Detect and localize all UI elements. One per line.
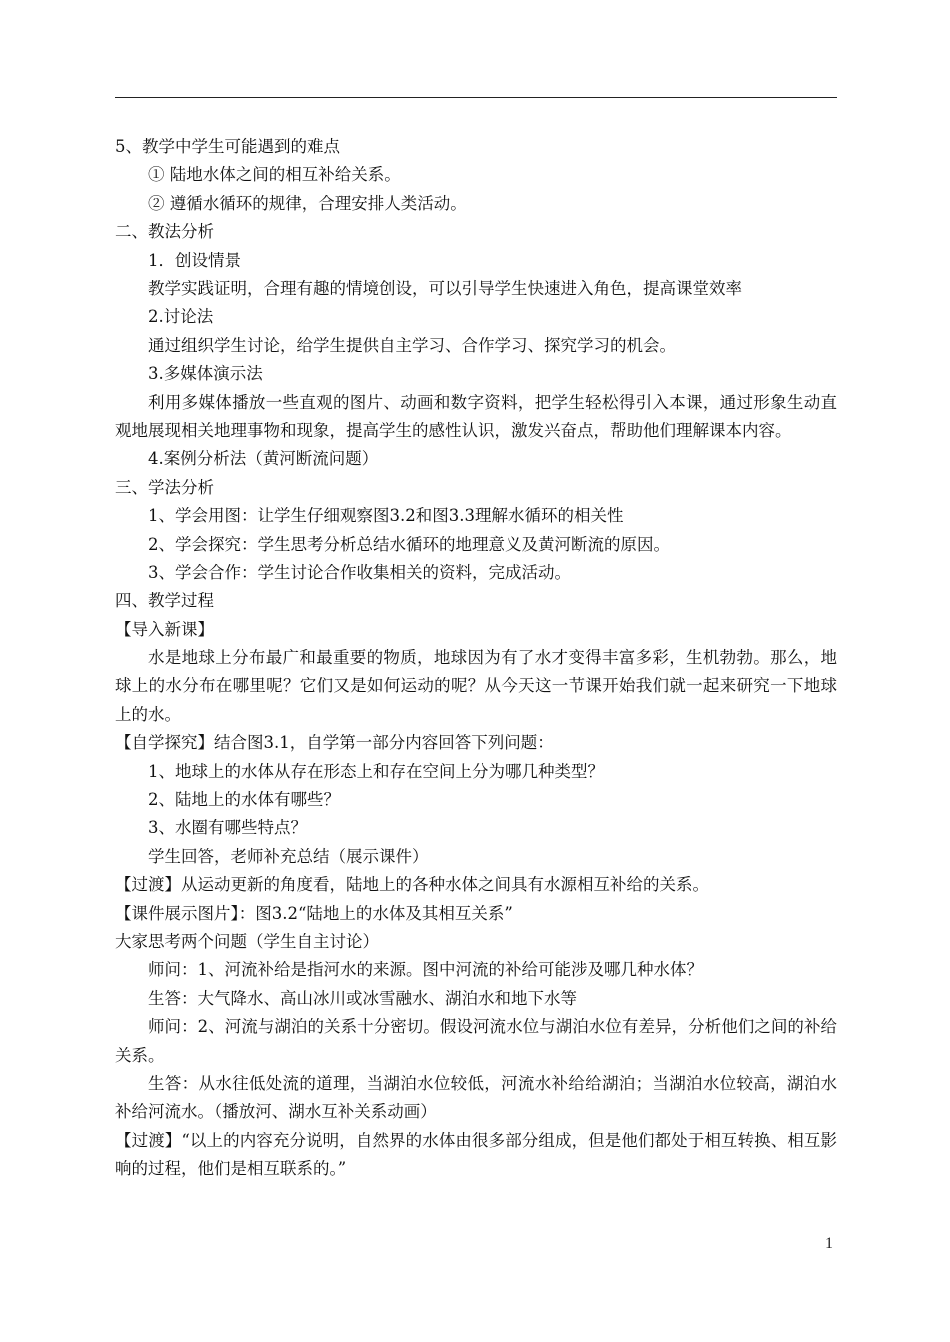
line-intro-heading: 【导入新课】: [115, 619, 214, 639]
page-number: 1: [825, 1235, 833, 1252]
document-body: [115, 133, 837, 1184]
line-discussion: 大家思考两个问题（学生自主讨论）: [115, 932, 379, 952]
line-difficulties-heading: 5、教学中学生可能遇到的难点: [115, 137, 340, 156]
paragraph-intro-body: 水是地球上分布最广和最重要的物质，地球因为有了水才变得丰富多彩，生机勃勃。那么，地球上的水分布在哪里呢？它们又是如何运动的呢？从今天这一节课开始我们就一起来研究一下地球上的水。: [115, 648, 837, 724]
line-learning-2: 2、学会探究：学生思考分析总结水循环的地理意义及黄河断流的原因。: [148, 534, 670, 554]
line-student-answer: 学生回答，老师补充总结（展示课件）: [148, 846, 429, 866]
line-self-study: 【自学探究】结合图3.1，自学第一部分内容回答下列问题：: [115, 733, 554, 753]
line-method-2-body: 通过组织学生讨论，给学生提供自主学习、合作学习、探究学习的机会。: [148, 335, 676, 355]
line-question-3: 3、水圈有哪些特点？: [148, 818, 307, 838]
line-learning-1: 1、学会用图：让学生仔细观察图3.2和图3.3理解水循环的相关性: [148, 506, 624, 526]
line-section-4-heading: 四、教学过程: [115, 591, 214, 611]
line-section-2-heading: 二、教法分析: [115, 222, 214, 242]
line-question-2: 2、陆地上的水体有哪些？: [148, 790, 340, 810]
paragraph-student-a2: 生答：从水往低处流的道理，当湖泊水位较低，河流水补给给湖泊；当湖泊水位较高，湖泊水补给河流水。（播放河、湖水互补关系动画）: [115, 1074, 837, 1122]
line-method-2-title: 2.讨论法: [148, 307, 214, 327]
line-courseware: 【课件展示图片】：图3.2“陆地上的水体及其相互关系”: [115, 903, 513, 923]
line-transition-1: 【过渡】从运动更新的角度看，陆地上的各种水体之间具有水源相互补给的关系。: [115, 875, 709, 895]
line-question-1: 1、地球上的水体从存在形态上和存在空间上分为哪几种类型？: [148, 761, 604, 781]
header-rule: [115, 97, 837, 98]
line-teacher-q1: 师问：1、河流补给是指河水的来源。图中河流的补给可能涉及哪几种水体？: [148, 960, 703, 980]
line-difficulty-1: ① 陆地水体之间的相互补给关系。: [148, 165, 401, 185]
line-student-a1: 生答：大气降水、高山冰川或冰雪融水、湖泊水和地下水等: [148, 988, 577, 1008]
line-learning-3: 3、学会合作：学生讨论合作收集相关的资料，完成活动。: [148, 562, 571, 582]
line-method-1-title: 1．创设情景: [148, 250, 241, 270]
line-difficulty-2: ② 遵循水循环的规律，合理安排人类活动。: [148, 193, 467, 213]
paragraph-method-3-body: 利用多媒体播放一些直观的图片、动画和数字资料，把学生轻松得引入本课，通过形象生动直观地展现相关地理事物和现象，提高学生的感性认识，激发兴奋点，帮助他们理解课本内容。: [115, 392, 837, 440]
line-method-4-title: 4.案例分析法（黄河断流问题）: [148, 449, 379, 469]
line-method-1-body: 教学实践证明，合理有趣的情境创设，可以引导学生快速进入角色，提高课堂效率: [148, 278, 742, 298]
line-method-3-title: 3.多媒体演示法: [148, 364, 263, 384]
paragraph-teacher-q2: 师问：2、河流与湖泊的关系十分密切。假设河流水位与湖泊水位有差异，分析他们之间的补给关系。: [115, 1017, 837, 1065]
paragraph-transition-2: 【过渡】“以上的内容充分说明，自然界的水体由很多部分组成，但是他们都处于相互转换、相互影响的过程，他们是相互联系的。”: [115, 1130, 837, 1179]
line-section-3-heading: 三、学法分析: [115, 477, 214, 497]
